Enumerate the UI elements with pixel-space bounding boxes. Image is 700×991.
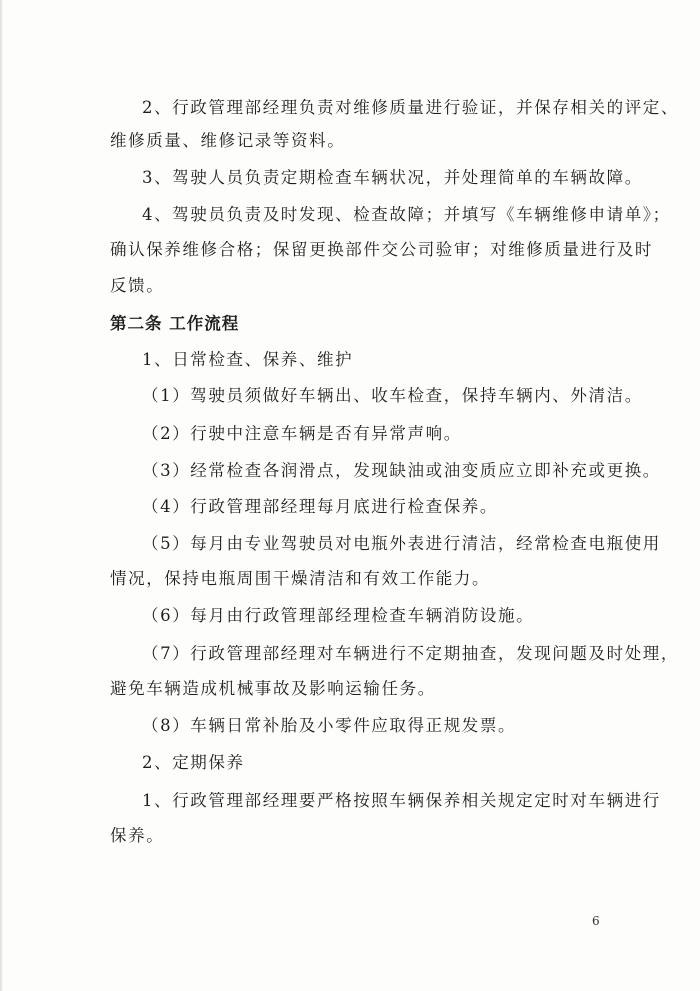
paragraph-4-line-2: 确认保养维修合格；保留更换部件交公司验审；对维修质量进行及时 [110,240,653,259]
subsection-2-paragraph-line-2: 保养。 [110,826,165,845]
subsection-2-title: 2、定期保养 [142,753,245,772]
paragraph-3: 3、驾驶人员负责定期检查车辆状况，并处理简单的车辆故障。 [142,168,643,187]
list-item-6: （6）每月由行政管理部经理检查车辆消防设施。 [142,606,535,625]
scan-edge-shadow [0,0,3,991]
list-item-7-line-2: 避免车辆造成机械事故及影响运输任务。 [110,679,436,698]
list-item-7-line-1: （7）行政管理部经理对车辆进行不定期抽查，发现问题及时处理， [142,644,679,663]
list-item-8: （8）车辆日常补胎及小零件应取得正规发票。 [142,716,517,735]
paragraph-2-line-2: 维修质量、维修记录等资料。 [110,131,346,150]
subsection-1-title: 1、日常检查、保养、维护 [142,350,354,369]
paragraph-4-line-3: 反馈。 [110,276,165,295]
list-item-2: （2）行驶中注意车辆是否有异常声响。 [142,424,462,443]
list-item-3: （3）经常检查各润滑点，发现缺油或油变质应立即补充或更换。 [142,461,661,480]
list-item-5-line-1: （5）每月由专业驾驶员对电瓶外表进行清洁，经常检查电瓶使用 [142,534,661,553]
list-item-4: （4）行政管理部经理每月底进行检查保养。 [142,497,498,516]
list-item-1: （1）驾驶员须做好车辆出、收车检查，保持车辆内、外清洁。 [142,386,643,405]
paragraph-2-line-1: 2、行政管理部经理负责对维修质量进行验证，并保存相关的评定、 [142,98,679,117]
page-number: 6 [592,914,600,928]
subsection-2-paragraph-line-1: 1、行政管理部经理要严格按照车辆保养相关规定定时对车辆进行 [142,791,661,810]
section-heading: 第二条 工作流程 [110,314,240,333]
paragraph-4-line-1: 4、驾驶员负责及时发现、检查故障；并填写《车辆维修申请单》； [142,205,671,224]
list-item-5-line-2: 情况，保持电瓶周围干燥清洁和有效工作能力。 [110,569,491,588]
